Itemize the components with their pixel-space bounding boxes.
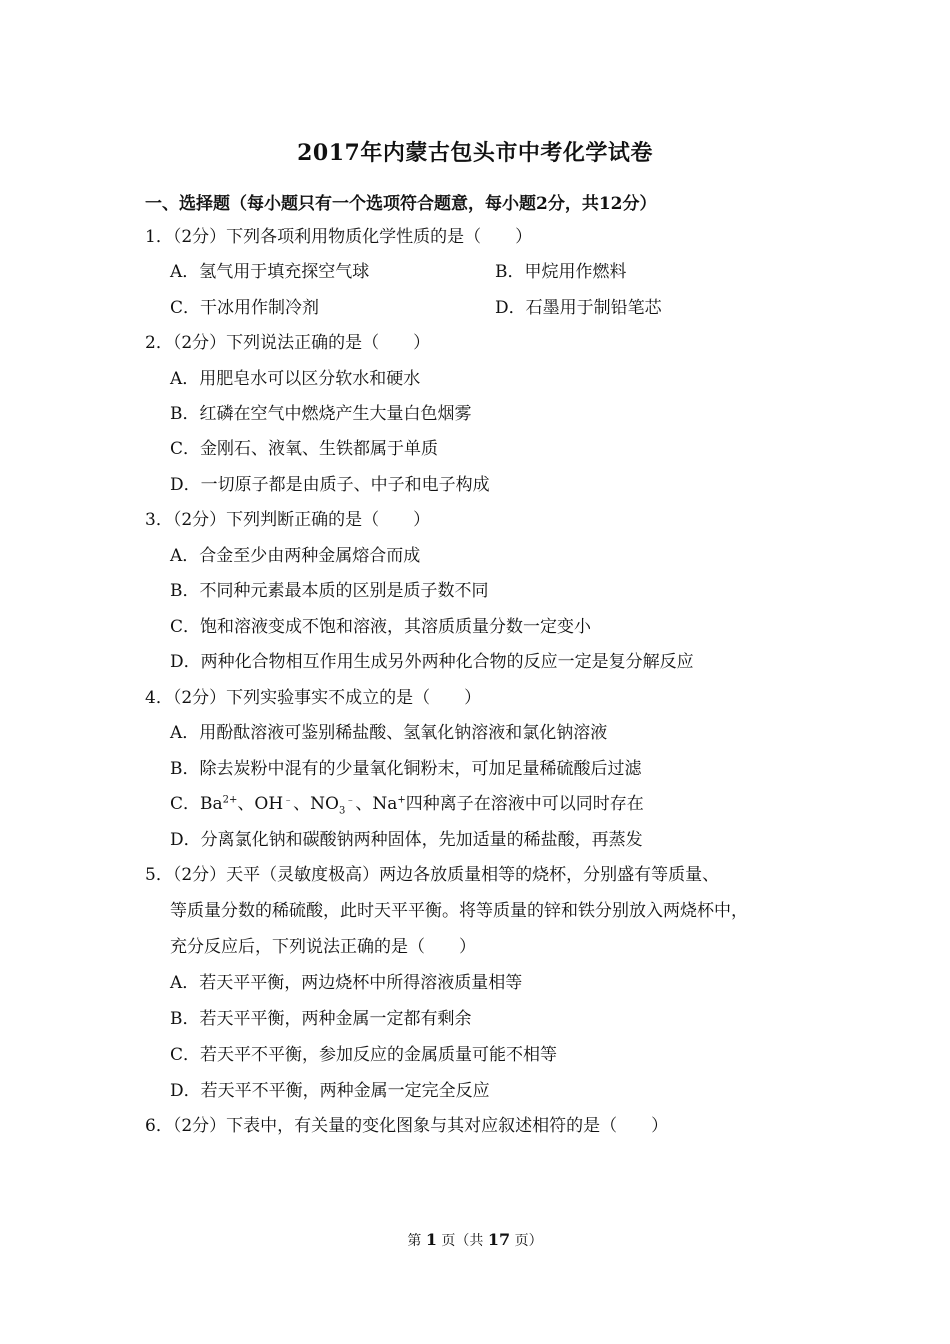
- footer-page-number: 1: [425, 1230, 437, 1249]
- question-3-option-c: C．饱和溶液变成不饱和溶液，其溶质质量分数一定变小: [170, 617, 592, 637]
- question-5-stem-line1: 5．（2分）天平（灵敏度极高）两边各放质量相等的烧杯，分别盛有等质量、: [145, 865, 720, 885]
- question-1-option-a: A．氢气用于填充探空气球: [170, 262, 370, 282]
- question-1-stem: 1．（2分）下列各项利用物质化学性质的是（ ）: [145, 227, 533, 247]
- question-5-option-d: D．若天平不平衡，两种金属一定完全反应: [170, 1081, 490, 1101]
- ion-na-charge: +: [397, 794, 406, 806]
- question-4-option-d: D．分离氯化钠和碳酸钠两种固体，先加适量的稀盐酸，再蒸发: [170, 830, 643, 850]
- question-5-stem-line2: 等质量分数的稀硫酸，此时天平平衡。将等质量的锌和铁分别放入两烧杯中，: [170, 901, 748, 921]
- question-5-stem-line3: 充分反应后，下列说法正确的是（ ）: [170, 937, 476, 957]
- question-1-option-b: B．甲烷用作燃料: [495, 262, 627, 282]
- question-3-option-b: B．不同种元素最本质的区别是质子数不同: [170, 581, 489, 601]
- question-6-stem: 6．（2分）下表中，有关量的变化图象与其对应叙述相符的是（ ）: [145, 1116, 669, 1136]
- question-3-option-d: D．两种化合物相互作用生成另外两种化合物的反应一定是复分解反应: [170, 652, 694, 672]
- question-2-option-a: A．用肥皂水可以区分软水和硬水: [170, 369, 421, 389]
- page-footer: [0, 1230, 950, 1250]
- ion-ba: C．Ba: [170, 794, 223, 814]
- question-1-option-d: D．石墨用于制铅笔芯: [495, 298, 662, 318]
- question-4-option-a: A．用酚酞溶液可鉴别稀盐酸、氢氧化钠溶液和氯化钠溶液: [170, 723, 608, 743]
- question-2-stem: 2．（2分）下列说法正确的是（ ）: [145, 333, 431, 353]
- ion-no3-charge: ﹣: [345, 794, 356, 806]
- question-5-option-a: A．若天平平衡，两边烧杯中所得溶液质量相等: [170, 973, 523, 993]
- question-4-option-c: [170, 793, 644, 822]
- ion-na: 、Na: [355, 794, 398, 814]
- ion-oh: 、OH: [237, 794, 284, 814]
- question-2-option-c: C．金刚石、液氧、生铁都属于单质: [170, 439, 439, 459]
- section-heading: 一、选择题（每小题只有一个选项符合题意，每小题2分，共12分）: [145, 194, 657, 214]
- question-2-option-b: B．红磷在空气中燃烧产生大量白色烟雾: [170, 404, 472, 424]
- footer-suffix: 页）: [510, 1233, 543, 1249]
- footer-total-pages: 17: [487, 1230, 511, 1249]
- question-4-option-c-rest: 四种离子在溶液中可以同时存在: [405, 794, 644, 814]
- question-1-option-c: C．干冰用作制冷剂: [170, 298, 320, 318]
- question-2-option-d: D．一切原子都是由质子、中子和电子构成: [170, 475, 490, 495]
- question-5-option-c: C．若天平不平衡，参加反应的金属质量可能不相等: [170, 1045, 558, 1065]
- question-4-stem: 4．（2分）下列实验事实不成立的是（ ）: [145, 688, 482, 708]
- question-3-option-a: A．合金至少由两种金属熔合而成: [170, 546, 421, 566]
- question-4-option-b: B．除去炭粉中混有的少量氧化铜粉末，可加足量稀硫酸后过滤: [170, 759, 642, 779]
- question-5-option-b: B．若天平平衡，两种金属一定都有剩余: [170, 1009, 472, 1029]
- footer-middle: 页（共: [436, 1233, 488, 1249]
- page-title: 2017年内蒙古包头市中考化学试卷: [297, 140, 653, 166]
- ion-ba-charge: 2+: [222, 794, 238, 806]
- ion-no3-subscript: 3: [338, 805, 346, 817]
- question-3-stem: 3．（2分）下列判断正确的是（ ）: [145, 510, 431, 530]
- footer-prefix: 第: [407, 1233, 426, 1249]
- ion-oh-charge: ﹣: [283, 794, 294, 806]
- ion-no3: 、NO: [293, 794, 339, 814]
